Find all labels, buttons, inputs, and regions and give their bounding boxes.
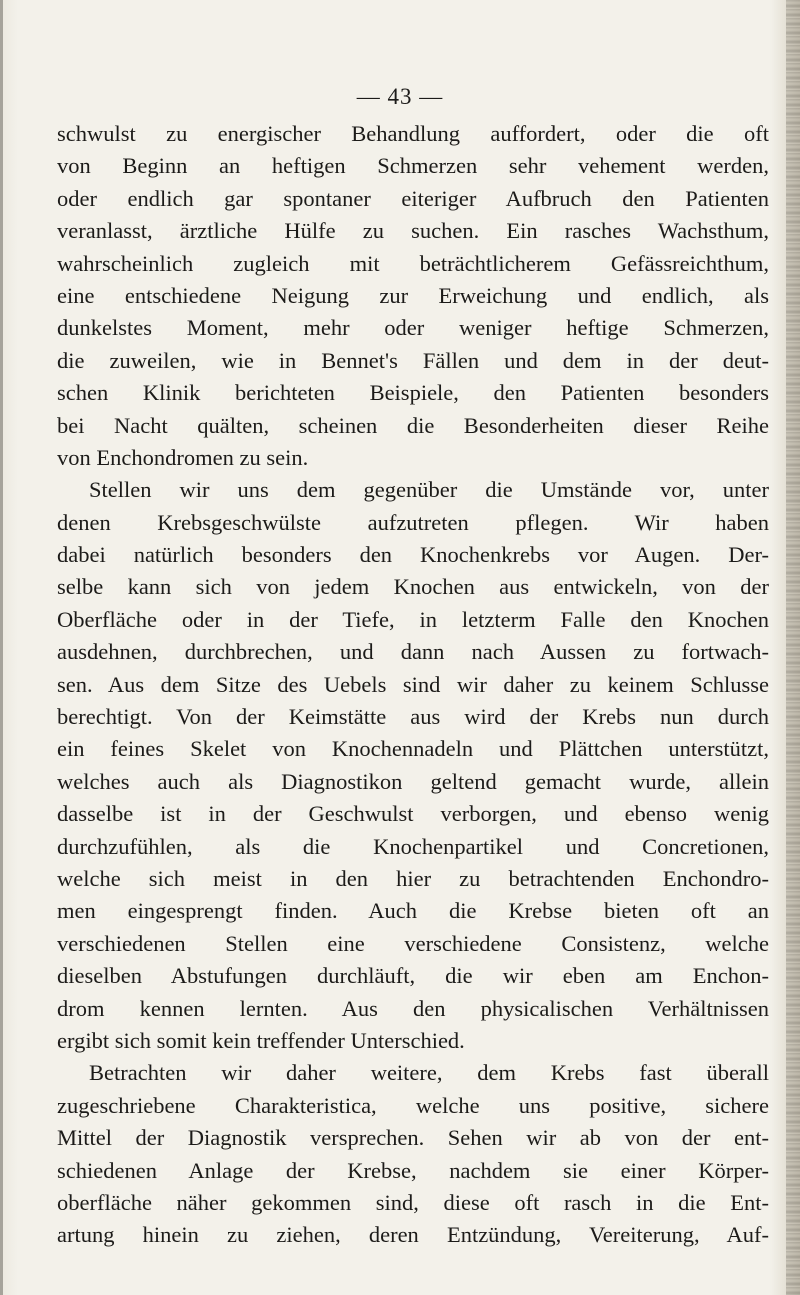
text-line: dabei natürlich besonders den Knochenkrebs vor Augen. Der- xyxy=(57,542,769,568)
text-line: schiedenen Anlage der Krebse, nachdem sie einer Körper- xyxy=(57,1157,769,1183)
text-line: schwulst zu energischer Behandlung auffordert, oder die oft xyxy=(57,121,769,146)
text-line: ein feines Skelet von Knochennadeln und Plättchen unterstützt, xyxy=(57,736,769,762)
text-line: wahrscheinlich zugleich mit beträchtlicherem Gefässreichthum, xyxy=(57,250,769,276)
text-line: oder endlich gar spontaner eiteriger Aufbruch den Patienten xyxy=(57,185,769,211)
text-line: dasselbe ist in der Geschwulst verborgen, und ebenso wenig xyxy=(57,801,769,827)
text-line: oberfläche näher gekommen sind, diese oft rasch in die Ent- xyxy=(57,1189,769,1215)
text-line: durchzufühlen, als die Knochenpartikel und Concretionen, xyxy=(57,833,769,859)
text-line: welche sich meist in den hier zu betrachtenden Enchondro- xyxy=(57,865,769,891)
body-text xyxy=(57,118,769,1252)
text-line: zugeschriebene Charakteristica, welche uns positive, sichere xyxy=(57,1092,769,1118)
text-line: Mittel der Diagnostik versprechen. Sehen wir ab von der ent- xyxy=(57,1125,769,1151)
text-line: denen Krebsgeschwülste aufzutreten pflegen. Wir haben xyxy=(57,509,769,535)
text-line: eine entschiedene Neigung zur Erweichung und endlich, als xyxy=(57,282,769,308)
page-right-edge xyxy=(786,0,800,1295)
text-line: bei Nacht quälten, scheinen die Besonderheiten dieser Reihe xyxy=(57,412,769,438)
text-line: veranlasst, ärztliche Hülfe zu suchen. Ein rasches Wachsthum, xyxy=(57,218,769,244)
text-line: selbe kann sich von jedem Knochen aus entwickeln, von der xyxy=(57,574,769,600)
page-number: — 43 — xyxy=(356,84,444,109)
text-line: dunkelstes Moment, mehr oder weniger heftige Schmerzen, xyxy=(57,315,769,341)
text-line: men eingesprengt finden. Auch die Krebse bieten oft an xyxy=(57,898,769,924)
page-left-edge xyxy=(0,0,3,1295)
text-line: schen Klinik berichteten Beispiele, den Patienten besonders xyxy=(57,380,769,406)
text-line: von Enchondromen zu sein. xyxy=(57,444,309,470)
text-line: verschiedenen Stellen eine verschiedene Consistenz, welche xyxy=(57,930,769,956)
text-line: sen. Aus dem Sitze des Uebels sind wir daher zu keinem Schlusse xyxy=(57,671,769,697)
text-line: berechtigt. Von der Keimstätte aus wird der Krebs nun durch xyxy=(57,704,769,730)
text-line: artung hinein zu ziehen, deren Entzündung, Vereiterung, Auf- xyxy=(57,1222,769,1248)
text-line: drom kennen lernten. Aus den physicalischen Verhältnissen xyxy=(57,995,769,1021)
text-line: Betrachten wir daher weitere, dem Krebs fast überall xyxy=(89,1060,769,1086)
text-line: ausdehnen, durchbrechen, und dann nach Aussen zu fortwach- xyxy=(57,639,769,665)
text-line: von Beginn an heftigen Schmerzen sehr vehement werden, xyxy=(57,153,769,179)
text-line: welches auch als Diagnostikon geltend gemacht wurde, allein xyxy=(57,768,769,794)
text-line: ergibt sich somit kein treffender Unterschied. xyxy=(57,1027,465,1053)
text-line: Oberfläche oder in der Tiefe, in letzterm Falle den Knochen xyxy=(57,606,769,632)
text-line: Stellen wir uns dem gegenüber die Umstände vor, unter xyxy=(89,477,769,503)
text-line: die zuweilen, wie in Bennet's Fällen und dem in der deut- xyxy=(57,347,769,373)
text-line: dieselben Abstufungen durchläuft, die wir eben am Enchon- xyxy=(57,963,769,989)
